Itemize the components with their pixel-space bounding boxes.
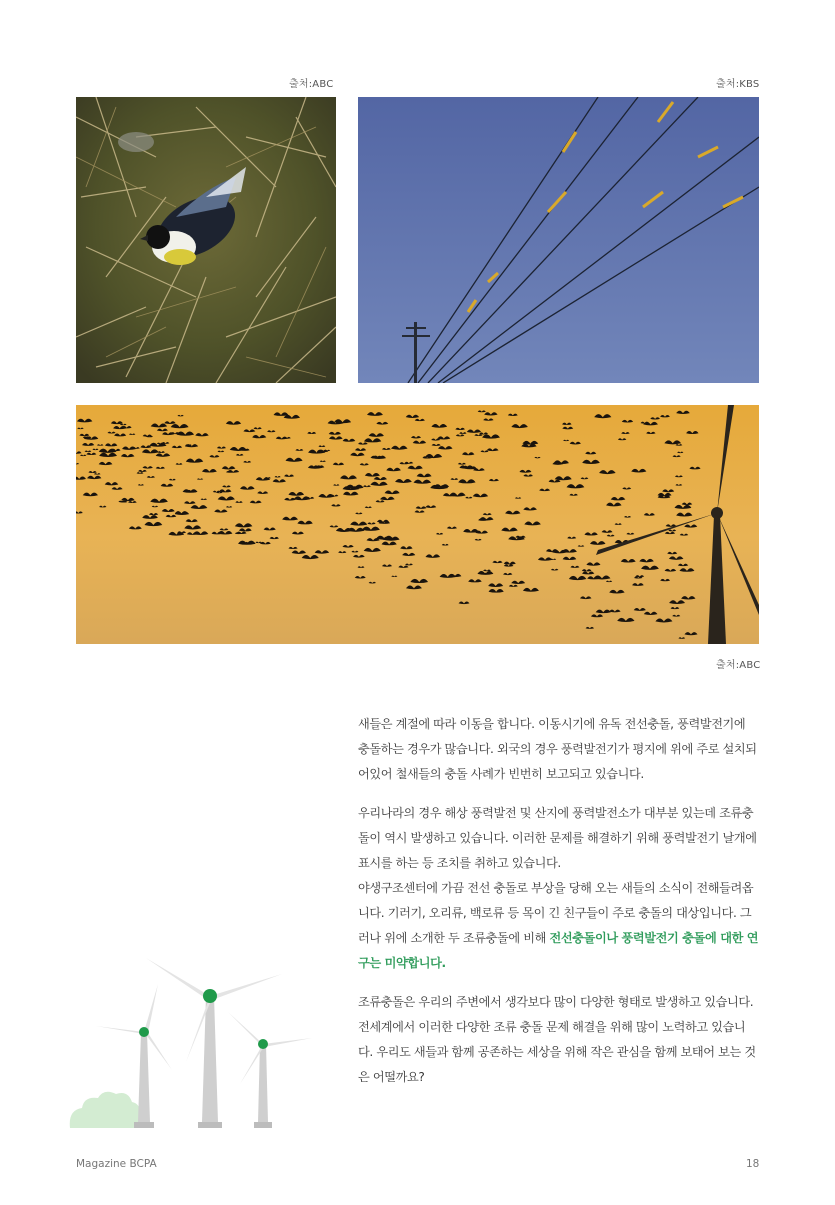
bird-flock-turbine-photo [76, 405, 759, 644]
paragraph-3-highlight: 전선충돌이나 풍력발전기 충돌에 대한 연구는 미약합니다. [358, 931, 759, 970]
article-body [358, 712, 760, 1090]
photo3-source-caption: 출처:ABC [716, 660, 761, 671]
wind-turbine-illustration [68, 950, 318, 1135]
photo2-source-caption: 출처:KBS [716, 79, 760, 90]
paragraph-1: 새들은 계절에 따라 이동을 합니다. 이동시기에 유독 전선충돌, 풍력발전기에 충돌하는 경우가 많습니다. 외국의 경우 풍력발전기가 평지에 위에 주로 설치되어있어 철새들의 충돌 사례가 빈번히 보고되고 있습니다. [358, 717, 757, 781]
page-number: 18 [746, 1158, 760, 1170]
paragraph-2: 우리나라의 경우 해상 풍력발전 및 산지에 풍력발전소가 대부분 있는데 조류충돌이 역시 발생하고 있습니다. 이러한 문제를 해결하기 위해 풍력발전기 날개에 표시를 하는 등 조치를 취하고 있습니다. [358, 806, 757, 870]
paragraph-3-text: 야생구조센터에 가끔 전선 충돌로 부상을 당해 오는 새들의 소식이 전해들려옵니다. 기러기, 오리류, 백로류 등 목이 긴 친구들이 주로 충돌의 대상입니다. 그러나 위에 소개한 두 조류충돌에 비해 [358, 881, 754, 945]
photo1-source-caption: 출처:ABC [289, 79, 334, 90]
paragraph-4: 조류충돌은 우리의 주변에서 생각보다 많이 다양한 형태로 발생하고 있습니다. 전세계에서 이러한 다양한 조류 충돌 문제 해결을 위해 많이 노력하고 있습니다. 우리도 새들과 함께 공존하는 세상을 위해 작은 관심을 함께 보태어 보는 것은 어떨까요? [358, 995, 756, 1084]
power-lines-photo [358, 97, 759, 383]
paragraph-3 [358, 876, 760, 976]
dead-bird-photo [76, 97, 336, 383]
magazine-name-footer: Magazine BCPA [76, 1158, 157, 1170]
